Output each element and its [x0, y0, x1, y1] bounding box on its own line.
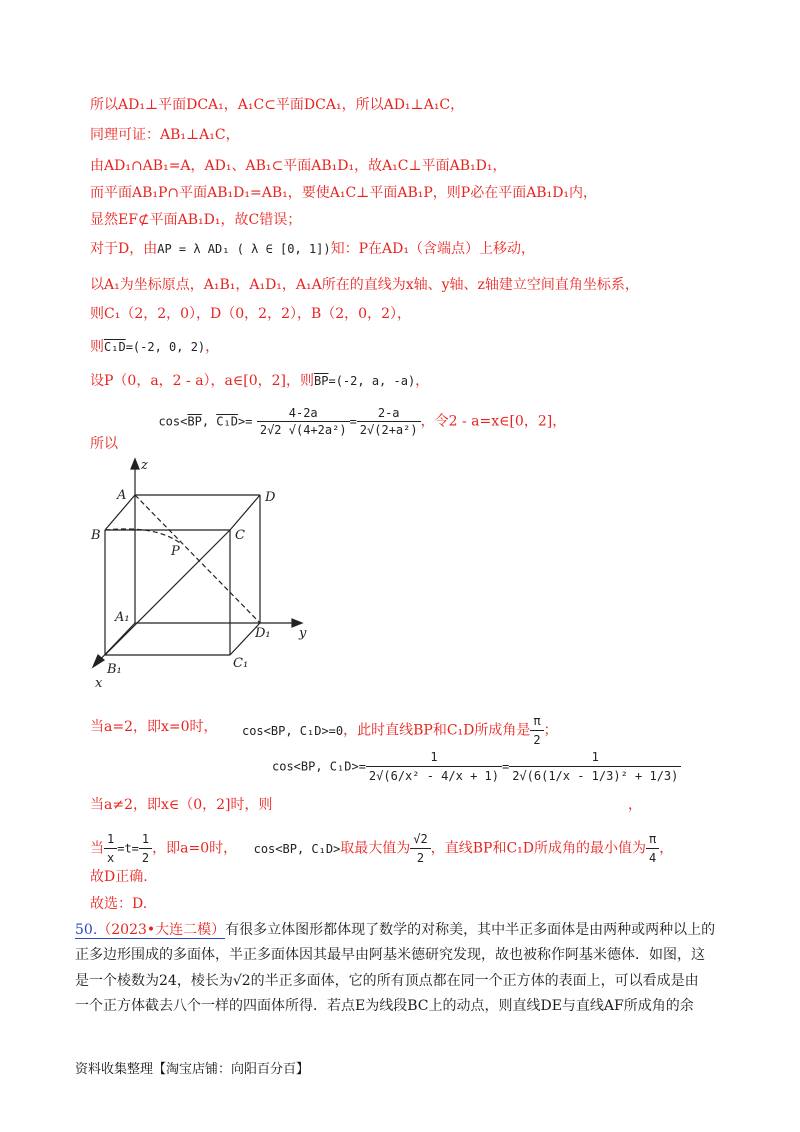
cube-figure	[85, 455, 325, 695]
a2-text: 当a=2，即x=0时，	[90, 718, 218, 735]
question-line-3: 是一个棱数为24，棱长为√2的半正多面体，它的所有顶点都在同一个正方体的表面上，可以看成是由	[75, 973, 699, 989]
line-a2: 当a=2，即x=0时， cos<BP, C₁D>=0，此时直线BP和C₁D所成角是 $\frac{\pi}{2}$ ；	[90, 714, 558, 747]
label-b: B	[91, 528, 101, 543]
label-p: P	[171, 544, 180, 559]
line-d-suffix: 知：P在AD₁（含端点）上移动，	[330, 241, 535, 257]
cos-frac-2: $\frac{2-a}{\text{2√(2+a²)}}$	[357, 405, 421, 438]
label-d: D	[265, 490, 276, 505]
ane2-suffix: ，	[628, 797, 642, 813]
label-a: A	[117, 488, 127, 503]
line-max: 当 $\frac{1}{x}$ =t= $\frac{1}{2}$ ，即a=0时， cos<BP, C₁D>取最大值为 $\frac{√2}{2}$ ，直线BP和C₁D所成角的最小值为 $\frac{\pi}{4}$ ，	[90, 832, 674, 865]
line-p-text: 设P（0，a，2 - a），a∈[0，2]，则	[90, 373, 315, 389]
question-source: （2023•大连二模）	[97, 922, 226, 938]
line-ane2	[90, 796, 642, 814]
max-frac-x: $\frac{1}{x}$	[104, 830, 117, 867]
max-value: $\frac{√2}{2}$	[410, 830, 430, 867]
cos-formula-2: cos<BP, C₁D>= $\frac{1}{\text{2√(6/x² - 4/x + 1)}}$ = $\frac{1}{\text{2√(6(1/x - 1/3)² + 1/3)}}$	[272, 748, 681, 785]
solution-line-4: 而平面AB₁P∩平面AB₁D₁=AB₁，要使A₁C⊥平面AB₁P，则P必在平面AB₁D₁内，	[90, 185, 598, 201]
max-cos: cos<BP, C₁D>	[253, 841, 341, 856]
line-answer: 故选：D.	[90, 896, 148, 912]
label-c: C	[235, 528, 245, 543]
solution-line-d	[90, 240, 535, 258]
question-line-1: 50.（2023•大连二模）有很多立体图形都体现了数学的对称美，其中半正多面体是由两种或两种以上的	[75, 922, 716, 938]
ane2-text: 当a≠2，即x∈（0，2]时，则	[90, 797, 273, 813]
solution-line-p	[90, 372, 429, 390]
line-correct: 故D正确.	[90, 869, 148, 885]
a2-angle: $\frac{\pi}{2}$	[530, 712, 543, 749]
a2-mid: ，此时直线BP和C₁D所成角是	[343, 722, 531, 739]
solution-line-points: 则C₁（2，2，0），D（0，2，2），B（2，0，2），	[90, 306, 412, 322]
c1d-suffix: ，	[205, 339, 220, 355]
solution-line-1: 所以AD₁⊥平面DCA₁，A₁C⊂平面DCA₁，所以AD₁⊥A₁C，	[90, 97, 465, 113]
line-d-formula: AP = λ AD₁ ( λ ∈ [0, 1])	[157, 242, 331, 256]
question-number: 50.	[75, 922, 98, 938]
min-angle: $\frac{\pi}{4}$	[646, 830, 659, 867]
label-x: x	[95, 676, 103, 691]
cos-suffix: ，令2 - a=x∈[0，2]，	[420, 413, 567, 430]
solution-line-coord: 以A₁为坐标原点，A₁B₁，A₁D₁，A₁A所在的直线为x轴、y轴、z轴建立空间直角坐标系，	[90, 277, 639, 293]
c1d-vector: C₁D	[104, 340, 126, 354]
label-b1: B₁	[107, 662, 122, 677]
cos-v1: $\overline{BP}$	[187, 414, 202, 429]
solution-line-2: 同理可证：AB₁⊥A₁C，	[90, 127, 240, 143]
a2-cos: cos<BP, C₁D>=0	[241, 723, 344, 738]
cos-v2: C₁D	[216, 414, 238, 429]
max-frac-t: $\frac{1}{2}$	[139, 830, 152, 867]
label-d1: D₁	[255, 626, 271, 641]
cos-expression: $\cos<\overline{BP}$, C₁D>= $\frac{4-2a}{\text{2√2 √(4+2a²)}}$ = $\frac{2-a}{\text{2√(2+a²)}}$ ，令2 - a=x∈[0，2]，	[158, 406, 567, 437]
c1d-value: =(-2, 0, 2)	[125, 340, 206, 354]
solution-line-5: 显然EF⊄平面AB₁D₁，故C错误；	[90, 212, 302, 228]
cos-prefix: 所以	[90, 435, 118, 452]
solution-line-3: 由AD₁∩AB₁=A，AD₁、AB₁⊂平面AB₁D₁，故A₁C⊥平面AB₁D₁，	[90, 158, 507, 174]
solution-line-c1d	[90, 338, 219, 356]
label-z: z	[141, 458, 148, 473]
line-p-suffix: ，	[415, 373, 430, 389]
cos2-frac-1: $\frac{1}{\text{2√(6/x² - 4/x + 1)}}$	[366, 748, 502, 785]
bp-value: =(-2, a, -a)	[328, 374, 416, 388]
cos-formula-line	[90, 405, 567, 452]
bp-vector: $\overline{BP}$	[314, 374, 329, 388]
footer-note: 资料收集整理【淘宝店铺：向阳百分百】	[75, 1062, 310, 1077]
question-line-4: 一个正方体截去八个一样的四面体所得．若点E为线段BC上的动点，则直线DE与直线AF所成角的余	[75, 998, 694, 1014]
line-d-prefix: 对于D，由	[90, 241, 158, 257]
cos-label: cos<	[158, 414, 188, 429]
c1d-prefix: 则	[90, 339, 104, 355]
z-arrow	[131, 459, 139, 469]
label-y: y	[299, 626, 307, 641]
cos2-lhs: cos<BP, C₁D>=	[272, 759, 366, 774]
cos2-frac-2: $\frac{1}{\text{2√(6(1/x - 1/3)² + 1/3)}}$	[509, 748, 681, 785]
label-c1: C₁	[233, 656, 249, 671]
label-a1: A₁	[115, 610, 130, 625]
cos-frac-1: $\frac{4-2a}{\text{2√2 √(4+2a²)}}$	[257, 405, 350, 438]
question-line-2: 正多边形围成的多面体，半正多面体因其最早由阿基米德研究发现，故也被称作阿基米德体．如图，这	[75, 947, 705, 963]
